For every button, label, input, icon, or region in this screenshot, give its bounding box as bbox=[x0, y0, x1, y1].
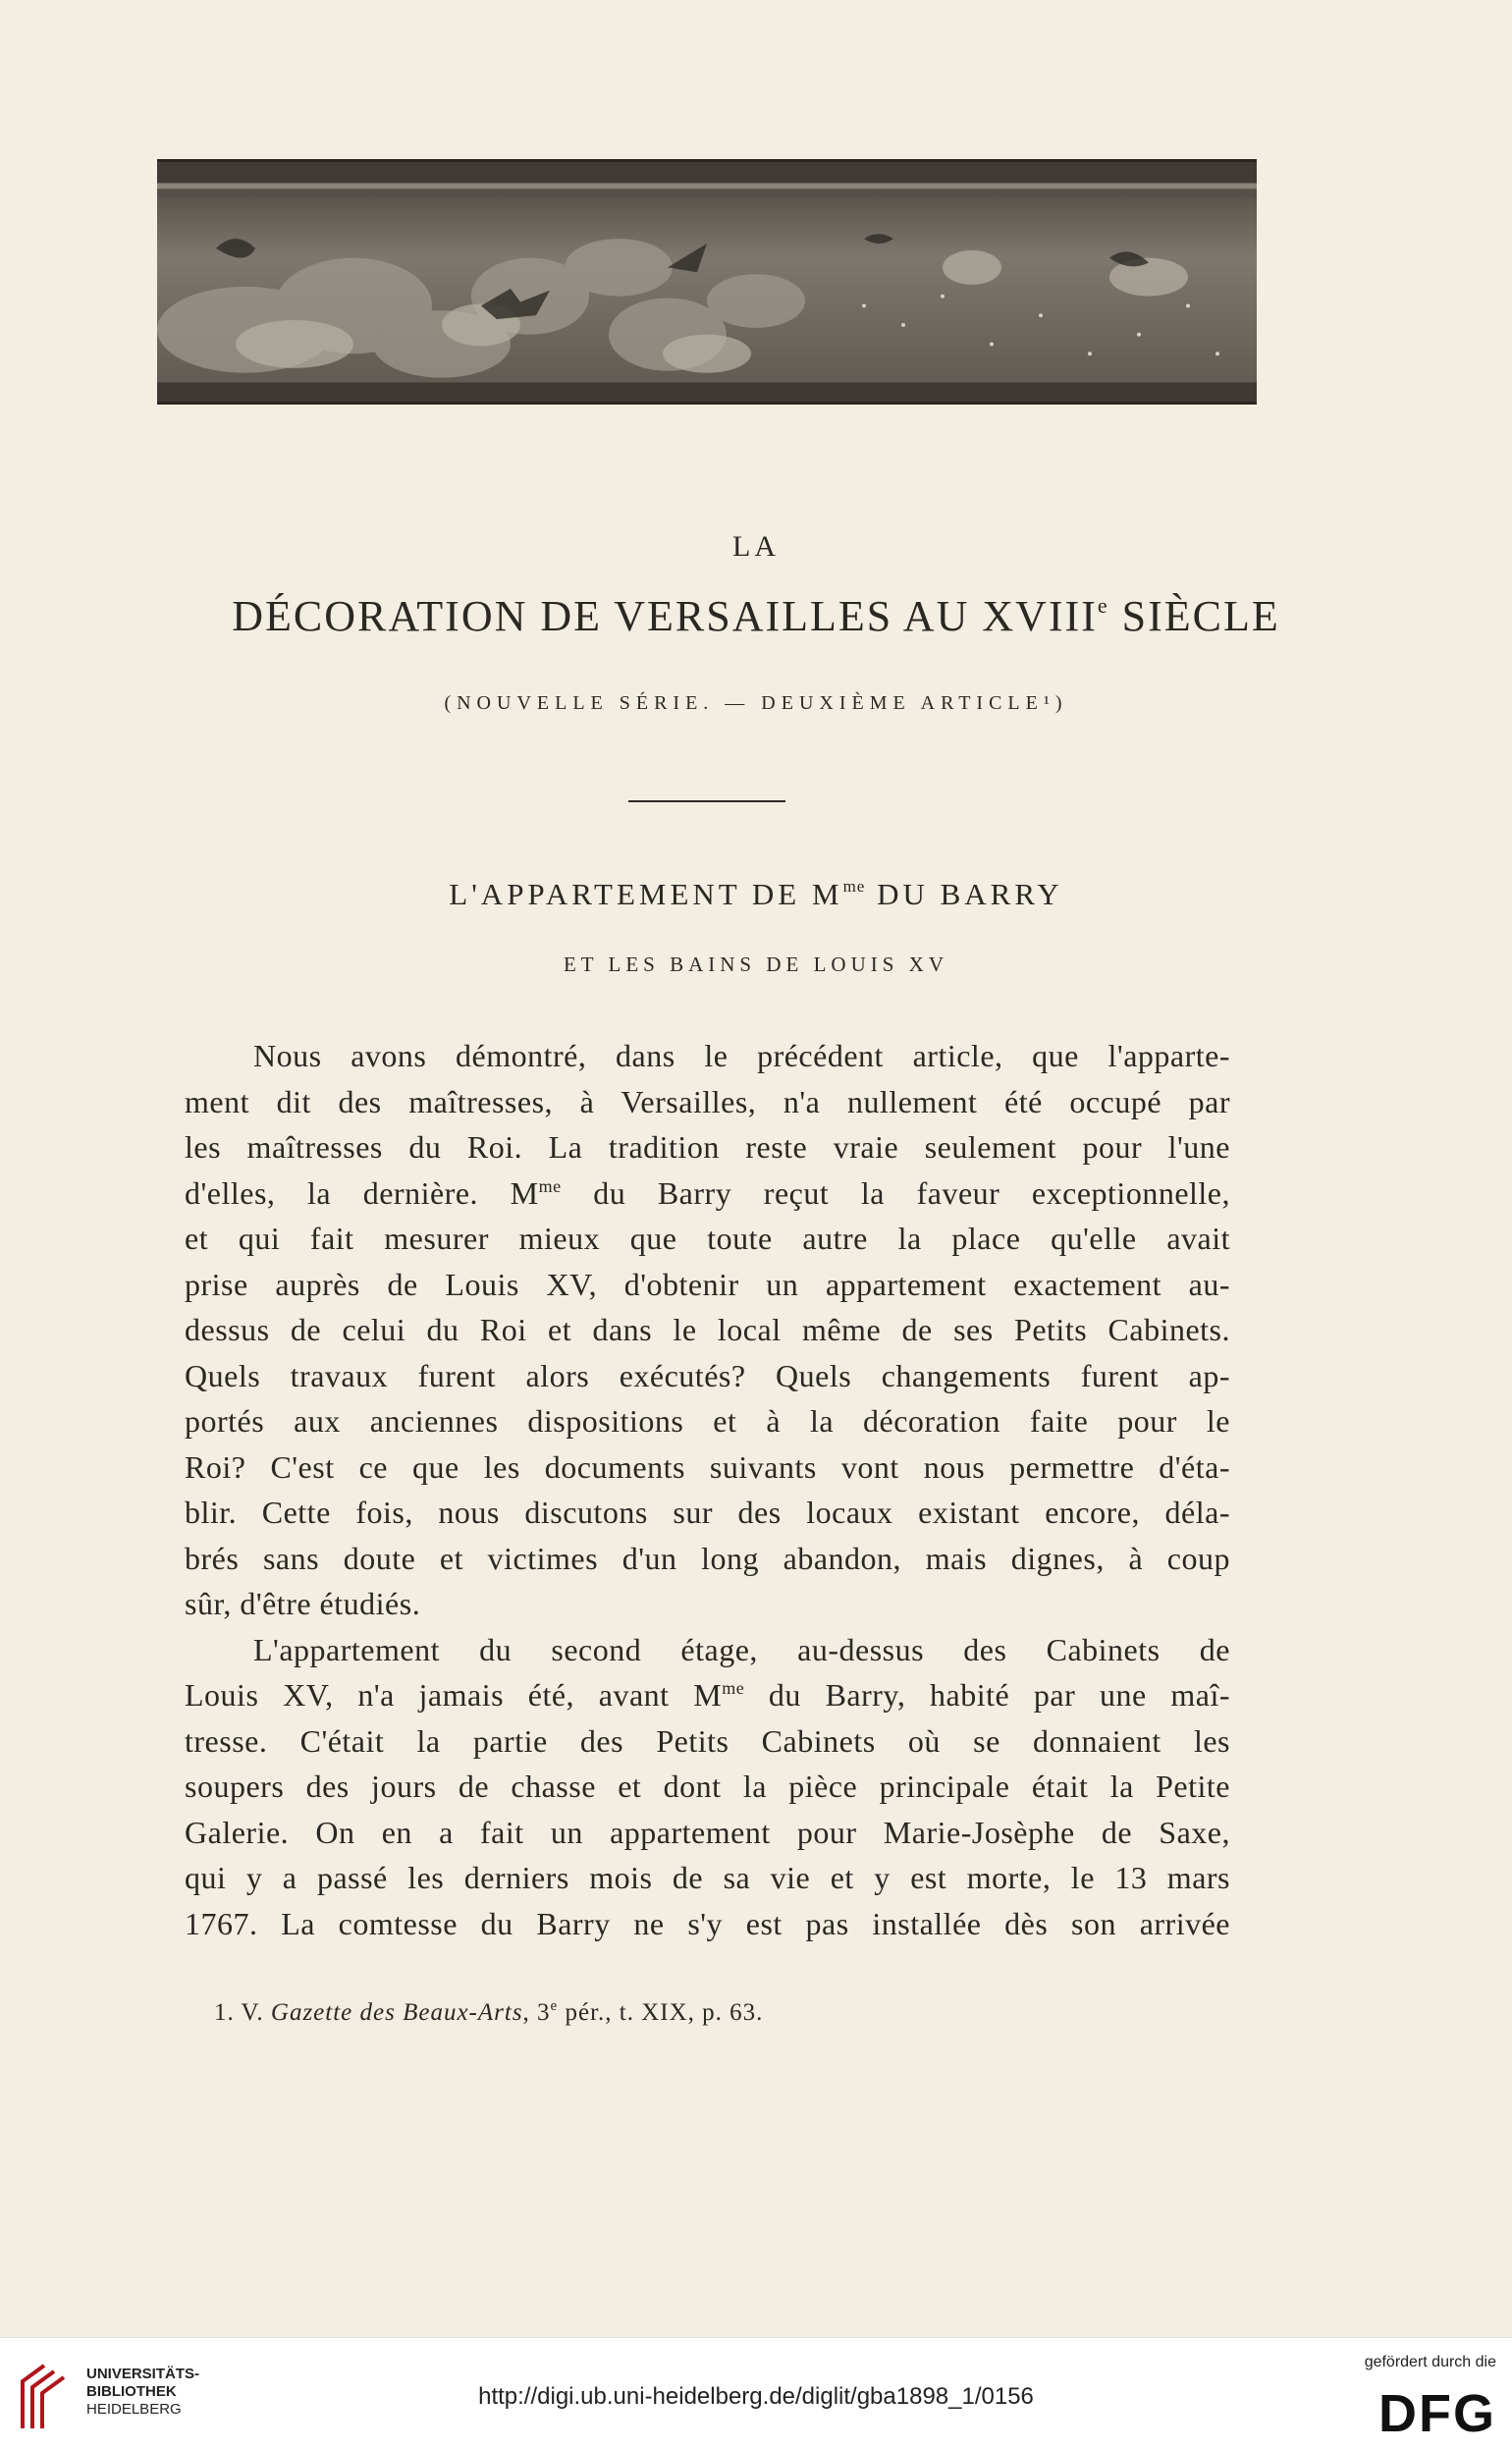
body-line: et qui fait mesurer mieux que toute autre la place qu'elle avait bbox=[185, 1221, 1230, 1256]
body-line: d'elles, la dernière. $M^{me}$ du Barry reçut la faveur exceptionnelle, bbox=[185, 1174, 1230, 1211]
body-line: portés aux anciennes dispositions et à la décoration faite pour le bbox=[185, 1403, 1230, 1439]
section-subheading: ET LES BAINS DE LOUIS XV bbox=[563, 953, 949, 976]
dfg-logo: DFG bbox=[1378, 2384, 1496, 2443]
article-title: DÉCORATION DE VERSAILLES AU XVIIIe SIÈCLE bbox=[232, 592, 1280, 640]
article-subtitle: (NOUVELLE SÉRIE. — DEUXIÈME ARTICLE¹) bbox=[444, 692, 1068, 714]
body-line: Roi? C'est ce que les documents suivants vont nous permettre d'éta- bbox=[185, 1448, 1230, 1485]
frieze-illustration bbox=[157, 162, 1257, 402]
body-line: soupers des jours de chasse et dont la pièce principale était la Petite bbox=[185, 1769, 1230, 1804]
body-line: les maîtresses du Roi. La tradition reste vraie seulement pour l'une bbox=[185, 1129, 1230, 1165]
body-line: prise auprès de Louis XV, d'obtenir un appartement exactement au- bbox=[185, 1266, 1230, 1302]
body-line: Louis XV, n'a jamais été, avant $M^{me}$ du Barry, habité par une maî- bbox=[185, 1677, 1230, 1713]
body-line: sûr, d'être étudiés. bbox=[185, 1586, 421, 1621]
body-line: ment dit des maîtresses, à Versailles, n'a nullement été occupé par bbox=[185, 1083, 1230, 1119]
divider-rule bbox=[628, 800, 785, 802]
body-line: L'appartement du second étage, au-dessus des Cabinets de bbox=[253, 1631, 1230, 1667]
body-line: blir. Cette fois, nous discutons sur des locaux existant encore, déla- bbox=[185, 1495, 1230, 1530]
body-line: Quels travaux furent alors exécutés? Quels changements furent ap- bbox=[185, 1357, 1230, 1393]
library-name: UNIVERSITÄTS- BIBLIOTHEK HEIDELBERG bbox=[86, 2366, 200, 2418]
title-kicker: LA bbox=[732, 530, 780, 563]
body-line: tresse. C'était la partie des Petits Cabinets où se donnaient les bbox=[185, 1722, 1230, 1759]
decorative-frieze-image bbox=[157, 159, 1257, 405]
body-line: Nous avons démontré, dans le précédent article, que l'apparte- bbox=[253, 1038, 1230, 1073]
body-line: qui y a passé les derniers mois de sa vie et y est morte, le 13 mars bbox=[185, 1860, 1230, 1895]
body-line: 1767. La comtesse du Barry ne s'y est pas installée dès son arrivée bbox=[185, 1905, 1230, 1941]
body-line: dessus de celui du Roi et dans le local même de ses Petits Cabinets. bbox=[185, 1312, 1230, 1347]
body-line: brés sans doute et victimes d'un long abandon, mais dignes, à coup bbox=[185, 1540, 1230, 1576]
body-line: Galerie. On en a fait un appartement pour Marie-Josèphe de Saxe, bbox=[185, 1814, 1230, 1850]
digitization-footer bbox=[0, 2337, 1512, 2450]
section-heading: L'APPARTEMENT DE $M^{me}$ DU BARRY bbox=[449, 877, 1063, 911]
footnote: 1. V. Gazette des Beaux-Arts, 3e pér., t. XIX, p. 63. bbox=[214, 1998, 764, 2026]
permalink-url[interactable]: http://digi.ub.uni-heidelberg.de/diglit/gba1898_1/0156 bbox=[478, 2383, 1034, 2410]
funder-caption: gefördert durch die bbox=[1364, 2354, 1496, 2370]
body-text bbox=[185, 1033, 1230, 1946]
